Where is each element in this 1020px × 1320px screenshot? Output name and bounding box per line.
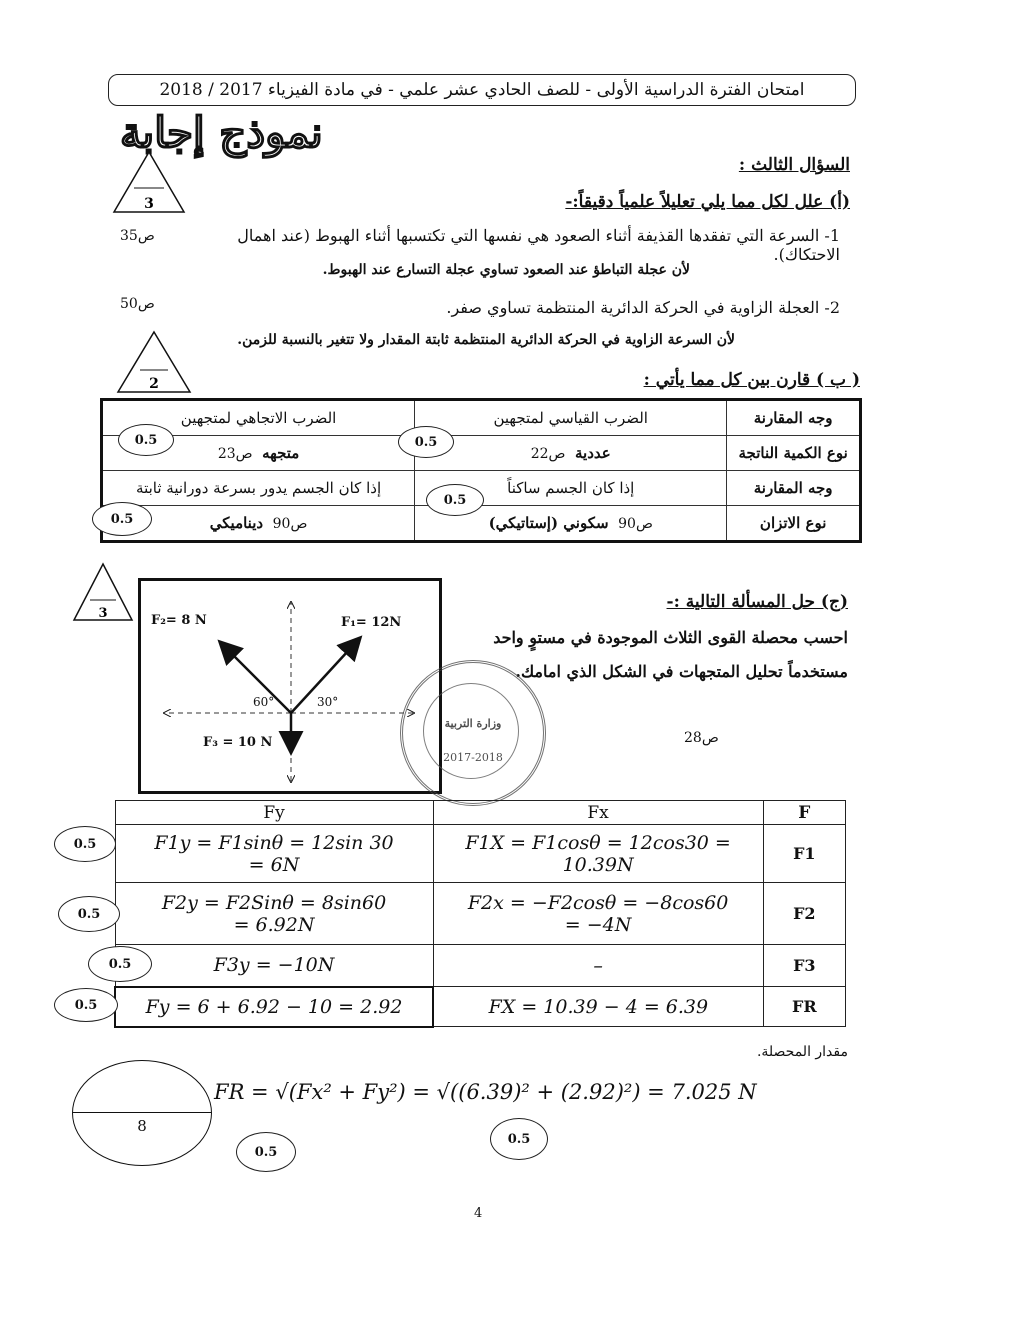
table-row [115,987,846,1027]
part-a-item-2: 2- العجلة الزاوية في الحركة الدائرية المنتظمة تساوي صفر. [446,298,840,317]
exam-header: امتحان الفترة الدراسية الأولى - للصف الحادي عشر علمي - في مادة الفيزياء 2017 / 2018 [108,74,856,106]
header-fy: Fy [115,801,433,825]
question-title: السؤال الثالث : [738,155,850,175]
cell-fx: F1X = F1cosθ = 12cos30 = 10.39N [433,825,763,883]
mark-bubble: 0.5 [88,946,152,982]
row-label: وجه المقارنة [727,471,861,506]
table-row [102,400,861,436]
cell: إذا كان الجسم ساكناً [415,471,727,506]
page-title: نموذج إجابة [120,108,323,157]
score-a: 3 [144,196,154,212]
part-a-ref-1: ص35 [120,228,155,244]
cell-f: F1 [763,825,845,883]
cell-fx: F2x = −F2cosθ = −8cos60 = −4N [433,883,763,945]
table-row [115,825,846,883]
mark-bubble: 0.5 [398,426,454,458]
cell-f: FR [763,987,845,1027]
score-triangle-b [116,330,192,396]
mark-bubble: 0.5 [54,988,118,1022]
cell: عددية ص22 [415,436,727,471]
results-table [114,800,846,1028]
table-row [102,506,861,542]
part-a-answer-1: لأن عجلة التباطؤ عند الصعود تساوي عجلة التسارع عند الهبوط. [322,262,690,278]
magnitude-label: مقدار المحصلة. [756,1044,848,1060]
cell: ص90 سكوني (إستاتيكي) [415,506,727,542]
stamp-year: 2017-2018 [443,751,503,764]
page-number: 4 [474,1206,483,1221]
score-b: 2 [149,376,159,392]
label-f1: F₁= 12N [341,615,402,630]
cell-fy: F3y = −10N [115,945,433,987]
part-c-line-2: مستخدماً تحليل المتجهات في الشكل الذي امامك. [515,662,848,681]
mark-bubble: 0.5 [54,826,116,862]
comparison-table [100,398,862,543]
label-angle-30: 30° [317,695,339,709]
row-label: نوع الاتزان [727,506,861,542]
label-angle-60: 60° [253,695,275,709]
part-a-answer-2: لأن السرعة الزاوية في الحركة الدائرية المنتظمة ثابتة المقدار ولا تتغير بالنسبة للزمن. [237,332,735,348]
cell: الضرب القياسي لمتجهين [415,400,727,436]
mark-bubble: 0.5 [58,896,120,932]
final-score: 8 [137,1117,147,1135]
row-label: نوع الكمية الناتجة [727,436,861,471]
part-c-ref: ص28 [684,730,719,746]
cell-fx: – [433,945,763,987]
table-row [115,883,846,945]
part-b-heading: ( ب ) قارن بين كل مما يأتي : [643,370,860,390]
mark-bubble: 0.5 [118,424,174,456]
cell: ص90 ديناميكي [102,506,415,542]
cell-fx: FX = 10.39 − 4 = 6.39 [433,987,763,1027]
header-fx: Fx [433,801,763,825]
part-a-ref-2: ص50 [120,296,155,312]
part-a-item-1: 1- السرعة التي تفقدها القذيفة أثناء الصعود هي نفسها التي تكتسبها أثناء الهبوط (عند اهمال الاحتكاك). [237,226,840,264]
official-stamp [400,660,546,806]
label-f3: F₃ = 10 N [203,735,273,750]
cell: الضرب الاتجاهي لمتجهين [102,400,415,436]
part-a-heading: (أ) علل لكل مما يلي تعليلاً علمياً دقيقاً:- [565,192,850,212]
table-row [102,436,861,471]
mark-bubble: 0.5 [426,484,484,516]
score-triangle-c [72,562,134,624]
table-header-row [115,801,846,825]
cell-fy: Fy = 6 + 6.92 − 10 = 2.92 [115,987,433,1027]
cell: إذا كان الجسم يدور بسرعة دورانية ثابتة [102,471,415,506]
label-f2: F₂= 8 N [151,613,207,628]
cell-fy: F1y = F1sinθ = 12sin 30 = 6N [115,825,433,883]
mark-bubble: 0.5 [236,1132,296,1172]
cell-f: F3 [763,945,845,987]
mark-bubble: 0.5 [92,502,152,536]
score-triangle-a [112,150,186,216]
header-f: F [763,801,845,825]
stamp-text: وزارة التربية [444,717,502,730]
part-c-heading: (ج) حل المسألة التالية :- [666,592,848,612]
cell-f: F2 [763,883,845,945]
mark-bubble: 0.5 [490,1118,548,1160]
row-label: وجه المقارنة [727,400,861,436]
table-row [115,945,846,987]
final-score-circle [72,1060,212,1166]
final-formula: FR = √(Fx² + Fy²) = √((6.39)² + (2.92)²) = 7.025 N [214,1080,757,1104]
part-c-line-1: احسب محصلة القوى الثلاث الموجودة في مستوٍ واحد [493,628,848,647]
cell-fy: F2y = F2Sinθ = 8sin60 = 6.92N [115,883,433,945]
cell: متجهه ص23 [102,436,415,471]
score-c: 3 [98,606,108,621]
force-diagram [138,578,442,794]
